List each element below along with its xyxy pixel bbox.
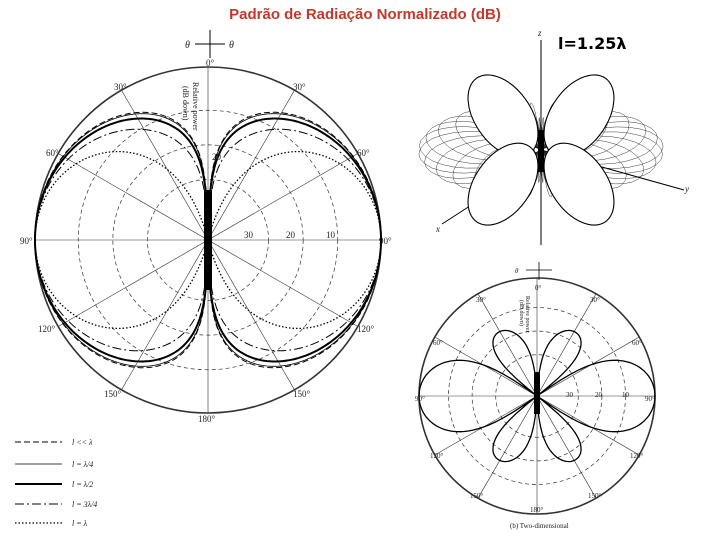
right-ring-10: 10 (622, 391, 629, 399)
left-angle-30-left: 30° (114, 82, 127, 92)
right-angle-150-left: 150° (470, 492, 484, 500)
three-d-x-label: x (436, 224, 440, 234)
right-ring-20: 20 (595, 391, 602, 399)
slide-title: Padrão de Radiação Normalizado (dB) (229, 6, 501, 23)
left-angle-60-left: 60° (46, 148, 59, 158)
right-caption: (b) Two-dimensional (510, 522, 569, 530)
three-d-dipole (538, 130, 544, 172)
left-angle-90-right: 90° (379, 236, 392, 246)
left-angle-150-left: 150° (104, 389, 122, 399)
left-axis-theta-label-2: θ (229, 40, 234, 51)
left-ring-30: 30 (244, 230, 253, 240)
right-dipole-element (534, 372, 540, 414)
right-polar-plot (415, 262, 655, 530)
right-angle-150-right: 150° (588, 492, 602, 500)
legend (15, 438, 97, 528)
right-angle-0: 0° (535, 284, 542, 292)
legend-label-5: l = λ (72, 519, 88, 528)
legend-label-2: l = λ/4 (72, 460, 94, 469)
length-label: l=1.25λ (558, 34, 627, 53)
left-ring-10: 10 (326, 230, 335, 240)
three-d-z-label: z (538, 28, 542, 38)
right-angle-60-left: 60° (433, 339, 443, 347)
right-angle-120-right: 120° (630, 452, 644, 460)
right-angle-120-left: 120° (430, 452, 444, 460)
left-dipole-element (204, 190, 212, 290)
left-angle-180: 180° (198, 414, 216, 424)
right-angle-90-left: 90° (415, 395, 425, 403)
left-angle-90-left: 90° (20, 236, 33, 246)
legend-label-4: l = 3λ/4 (72, 500, 98, 509)
right-axis-theta-label: θ (515, 267, 519, 275)
left-angle-30-right: 30° (293, 82, 306, 92)
left-power-label-1: Relative power (191, 82, 200, 131)
right-angle-60-right: 60° (632, 339, 642, 347)
three-d-pattern (419, 28, 689, 245)
left-angle-120-right: 120° (357, 324, 375, 334)
right-power-label-1: Relative power (524, 296, 530, 333)
right-angle-30-left: 30° (476, 296, 486, 304)
left-power-label-2: (dB down) (181, 86, 190, 121)
left-axis-theta-label: θ (185, 40, 190, 51)
left-angle-150-right: 150° (293, 389, 311, 399)
legend-label-3: l = λ/2 (72, 480, 94, 489)
legend-label-1: l << λ (72, 438, 93, 447)
right-angle-90-right: 90° (645, 395, 655, 403)
left-angle-60-right: 60° (357, 148, 370, 158)
right-angle-30-right: 30° (590, 296, 600, 304)
left-angle-0: 0° (206, 58, 215, 68)
left-angle-120-left: 120° (38, 324, 56, 334)
left-ring-20-upper: 20 (212, 152, 221, 162)
right-angle-180: 180° (530, 506, 544, 514)
right-power-label-2: (dB down) (518, 300, 524, 326)
left-ring-20: 20 (286, 230, 295, 240)
right-ring-30: 30 (566, 391, 573, 399)
three-d-y-label: y (685, 184, 689, 194)
left-polar-plot (20, 30, 392, 424)
